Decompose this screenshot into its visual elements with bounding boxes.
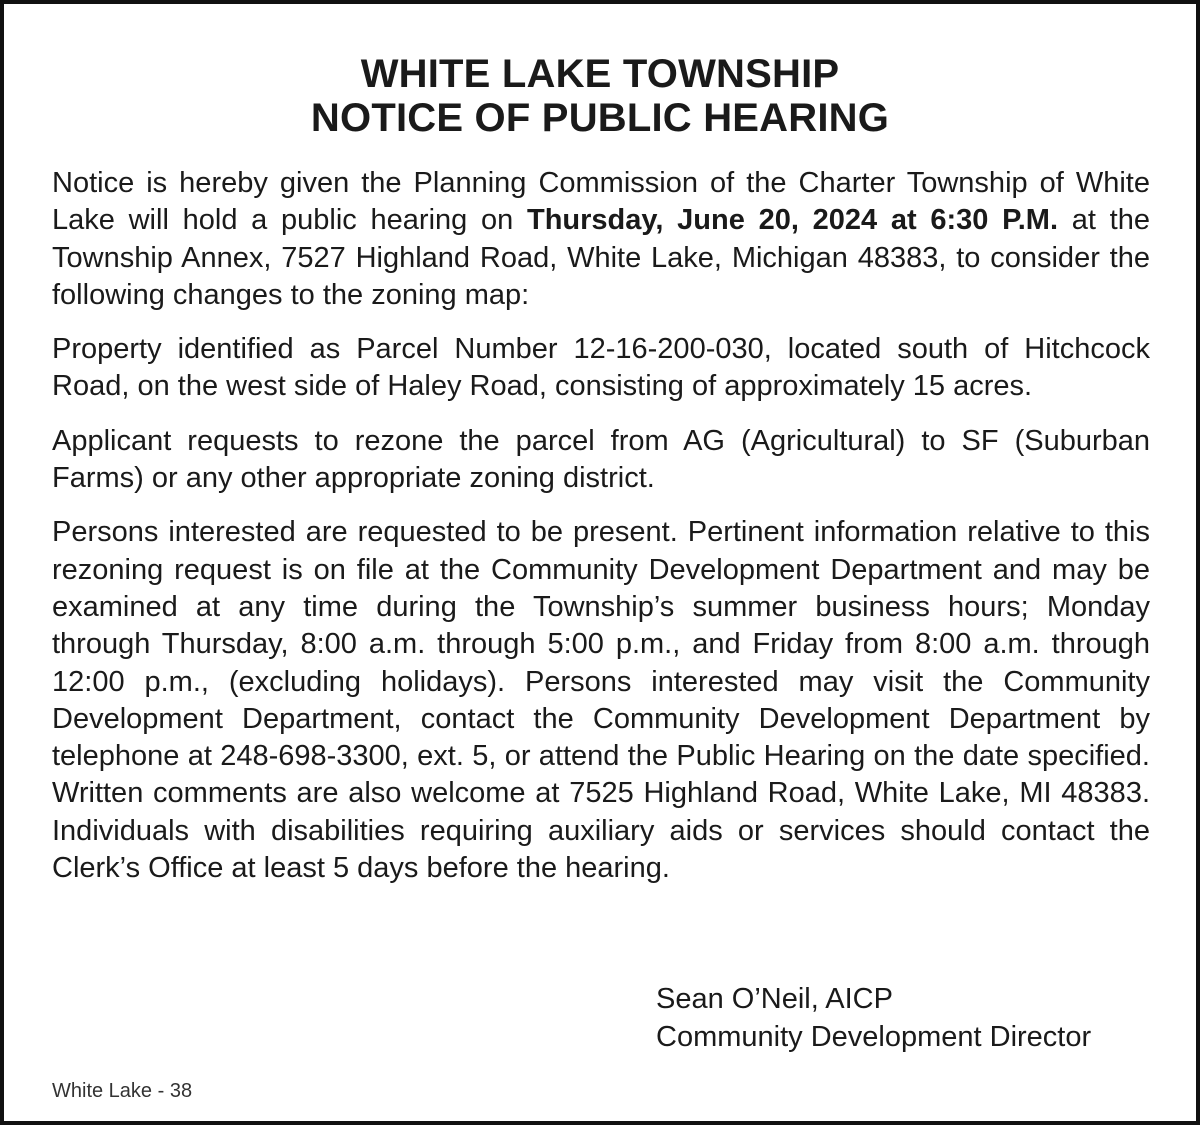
notice-title (4, 52, 1196, 140)
paragraph-property: Property identified as Parcel Number 12-16-200-030, located south of Hitchcock Road, on the west side of Haley Road, consisting of approximately 15 acres. (52, 333, 1150, 403)
title-line-2: NOTICE OF PUBLIC HEARING (310, 96, 890, 140)
hearing-date-time: Thursday, June 20, 2024 at 6:30 P.M. (527, 204, 1059, 237)
title-line-1: WHITE LAKE TOWNSHIP (360, 52, 840, 96)
notice-body (52, 165, 1150, 904)
signatory-title: Community Development Director (656, 1021, 1092, 1053)
signatory-name: Sean O’Neil, AICP (656, 983, 893, 1015)
signature-block (656, 980, 1091, 1056)
announcement-text-start: Notice is hereby given the Planning Commission of the Charter Township of White Lake will hold a public hearing on (52, 167, 1150, 237)
paragraph-hearing-announcement (52, 165, 1150, 314)
paragraph-information: Persons interested are requested to be present. Pertinent information relative to this rezoning request is on file at the Community Development Department and may be examined at any time during the Township’s summer business hours; Monday through Thursday, 8:00 a.m. through 5:00 p.m., and Friday from 8:00 a.m. through 12:00 p.m., (excluding holidays). Persons interested may visit the Community Development Department, contact the Community Development Department by telephone at 248-698-3300, ext. 5, or attend the Public Hearing on the date specified. Written comments are also welcome at 7525 Highland Road, White Lake, MI 48383. Individuals with disabilities requiring auxiliary aids or services should contact the Clerk’s Office at least 5 days before the hearing. (52, 516, 1150, 885)
footer-label: White Lake - 38 (52, 1080, 193, 1102)
paragraph-request: Applicant requests to rezone the parcel from AG (Agricultural) to SF (Suburban Farms) or any other appropriate zoning district. (52, 424, 1150, 495)
announcement-text-end: at the Township Annex, 7527 Highland Road, White Lake, Michigan 48383, to consider the following changes to the zoning map: (52, 204, 1150, 311)
